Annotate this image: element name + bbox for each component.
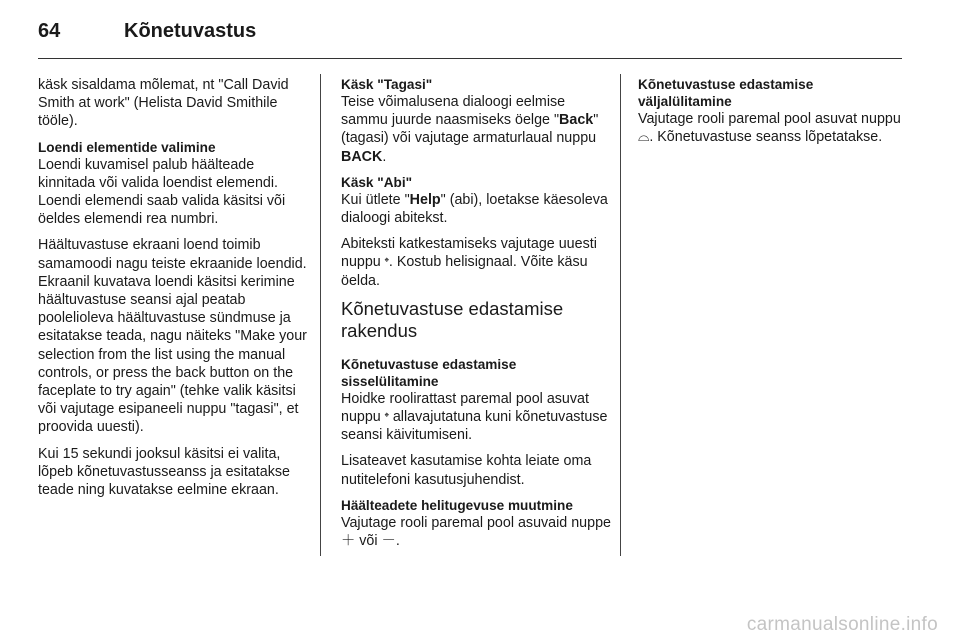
paragraph: Hoidke roolirattast paremal pool asuvat nuppu 𝄌 allavajutatuna kuni kõnetuvastuse seansi käivitumiseni. — [341, 390, 608, 444]
paragraph: Teise võimalusena dialoogi eelmise sammu juurde naasmiseks öelge "Back" (tagasi) või vajutage armaturlaual nuppu BACK. — [341, 94, 599, 165]
watermark: carmanualsonline.info — [746, 614, 938, 635]
column-1 — [38, 76, 310, 507]
voice-icon: 𝄌 — [384, 410, 389, 425]
column-divider — [320, 74, 321, 556]
page-title: Kõnetuvastus — [124, 20, 257, 42]
column-divider — [620, 74, 621, 556]
plus-icon: ＋ — [341, 533, 356, 550]
paragraph: Häältuvastuse ekraani loend toimib samamoodi nagu teiste ekraanide loendid. Ekraanil kuvatava loendi käsitsi kerimine häältuvastuse seansi ajal peatab poolelioleva häältuvastuse sündmuse ja esitatakse teada, nagu näiteks "Make your selection from the list using the manual controls, or press the back button on the faceplate to try again" (tehke valik käsitsi või vajutage esipaneeli nuppu "tagasi", et proovida uuesti). — [38, 237, 307, 436]
subheading-help-command: Käsk "Abi" — [341, 174, 413, 190]
paragraph: Vajutage rooli paremal pool asuvaid nuppe ＋ või －. — [341, 514, 611, 550]
subheading-back-command: Käsk "Tagasi" — [341, 77, 433, 92]
section-heading-passthrough: Kõnetuvastuse edastamise rakendus — [341, 297, 564, 341]
minus-icon: － — [381, 533, 396, 550]
subheading-passthrough-off: Kõnetuvastuse edastamise väljalülitamine — [638, 77, 814, 109]
subheading-list-selection: Loendi elementide valimine — [38, 139, 216, 155]
page-header — [38, 20, 902, 56]
paragraph: Kui 15 sekundi jooksul käsitsi ei valita, lõpeb kõnetuvastusseanss ja esitatakse teade ning kuvatakse eelmine ekraan. — [38, 445, 290, 499]
voice-icon: 𝄌 — [384, 255, 389, 270]
column-2 — [341, 76, 613, 558]
paragraph: Lisateavet kasutamise kohta leiate oma nutitelefoni kasutusjuhendist. — [341, 453, 592, 488]
page-number: 64 — [38, 20, 61, 42]
subheading-passthrough-on: Kõnetuvastuse edastamise sisselülitamine — [341, 356, 517, 389]
subheading-volume: Häälteadete helitugevuse muutmine — [341, 497, 573, 513]
paragraph: Vajutage rooli paremal pool asuvat nuppu ⌓. Kõnetuvastuse seanss lõpetatakse. — [638, 111, 901, 146]
paragraph: käsk sisaldama mõlemat, nt "Call David Smith at work" (Helista David Smithile tööle). — [38, 77, 289, 130]
paragraph: Loendi kuvamisel palub häälteade kinnitada või valida loendist elemendi. Loendi elemendi saab valida käsitsi või öeldes elemendi rea numbri. — [38, 156, 286, 228]
back-keyword: Back — [559, 112, 594, 129]
help-keyword: Help — [409, 191, 441, 208]
hangup-icon: ⌓ — [638, 129, 650, 146]
column-3 — [638, 76, 910, 154]
paragraph: Abiteksti katkestamiseks vajutage uuesti nuppu 𝄌. Kostub helisignaal. Võite käsu öelda. — [341, 236, 597, 289]
back-button-label: BACK — [341, 148, 383, 165]
paragraph: Kui ütlete "Help" (abi), loetakse käesoleva dialoogi abitekst. — [341, 191, 608, 227]
header-divider — [38, 58, 902, 59]
